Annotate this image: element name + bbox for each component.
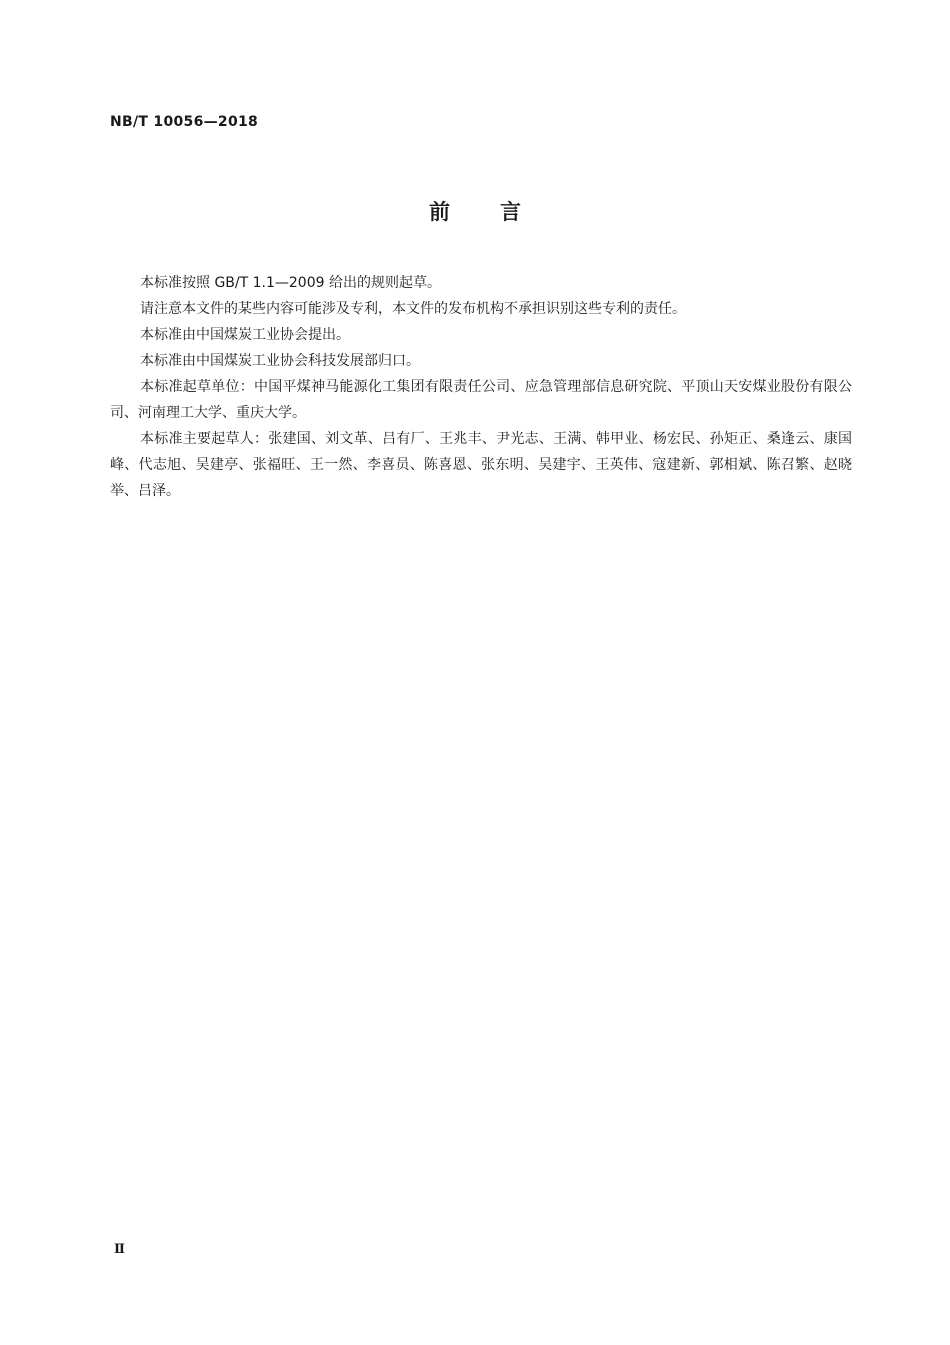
- paragraph-centralized-unit: 本标准由中国煤炭工业协会科技发展部归口。: [140, 353, 420, 369]
- paragraph-patent-notice: 请注意本文件的某些内容可能涉及专利，本文件的发布机构不承担识别这些专利的责任。: [140, 301, 686, 317]
- foreword-body: [110, 270, 852, 504]
- paragraph-drafters: 本标准主要起草人：张建国、刘文革、吕有厂、王兆丰、尹光志、王满、韩甲业、杨宏民、孙矩正、桑逢云、康国峰、代志旭、吴建亭、张福旺、王一然、李喜员、陈喜恩、张东明、吴建宇、王英伟、寇建新、郭相斌、陈召繁、赵晓举、吕泽。: [110, 431, 852, 499]
- paragraph-proposer: 本标准由中国煤炭工业协会提出。: [140, 327, 350, 343]
- paragraph-drafting-rules: 本标准按照 GB/T 1.1—2009 给出的规则起草。: [140, 275, 441, 291]
- section-title: 前言: [429, 200, 571, 224]
- page-number: Ⅱ: [114, 1242, 125, 1257]
- paragraph-drafting-units: 本标准起草单位：中国平煤神马能源化工集团有限责任公司、应急管理部信息研究院、平顶山天安煤业股份有限公司、河南理工大学、重庆大学。: [110, 379, 852, 421]
- standard-code: NB/T 10056—2018: [110, 114, 259, 130]
